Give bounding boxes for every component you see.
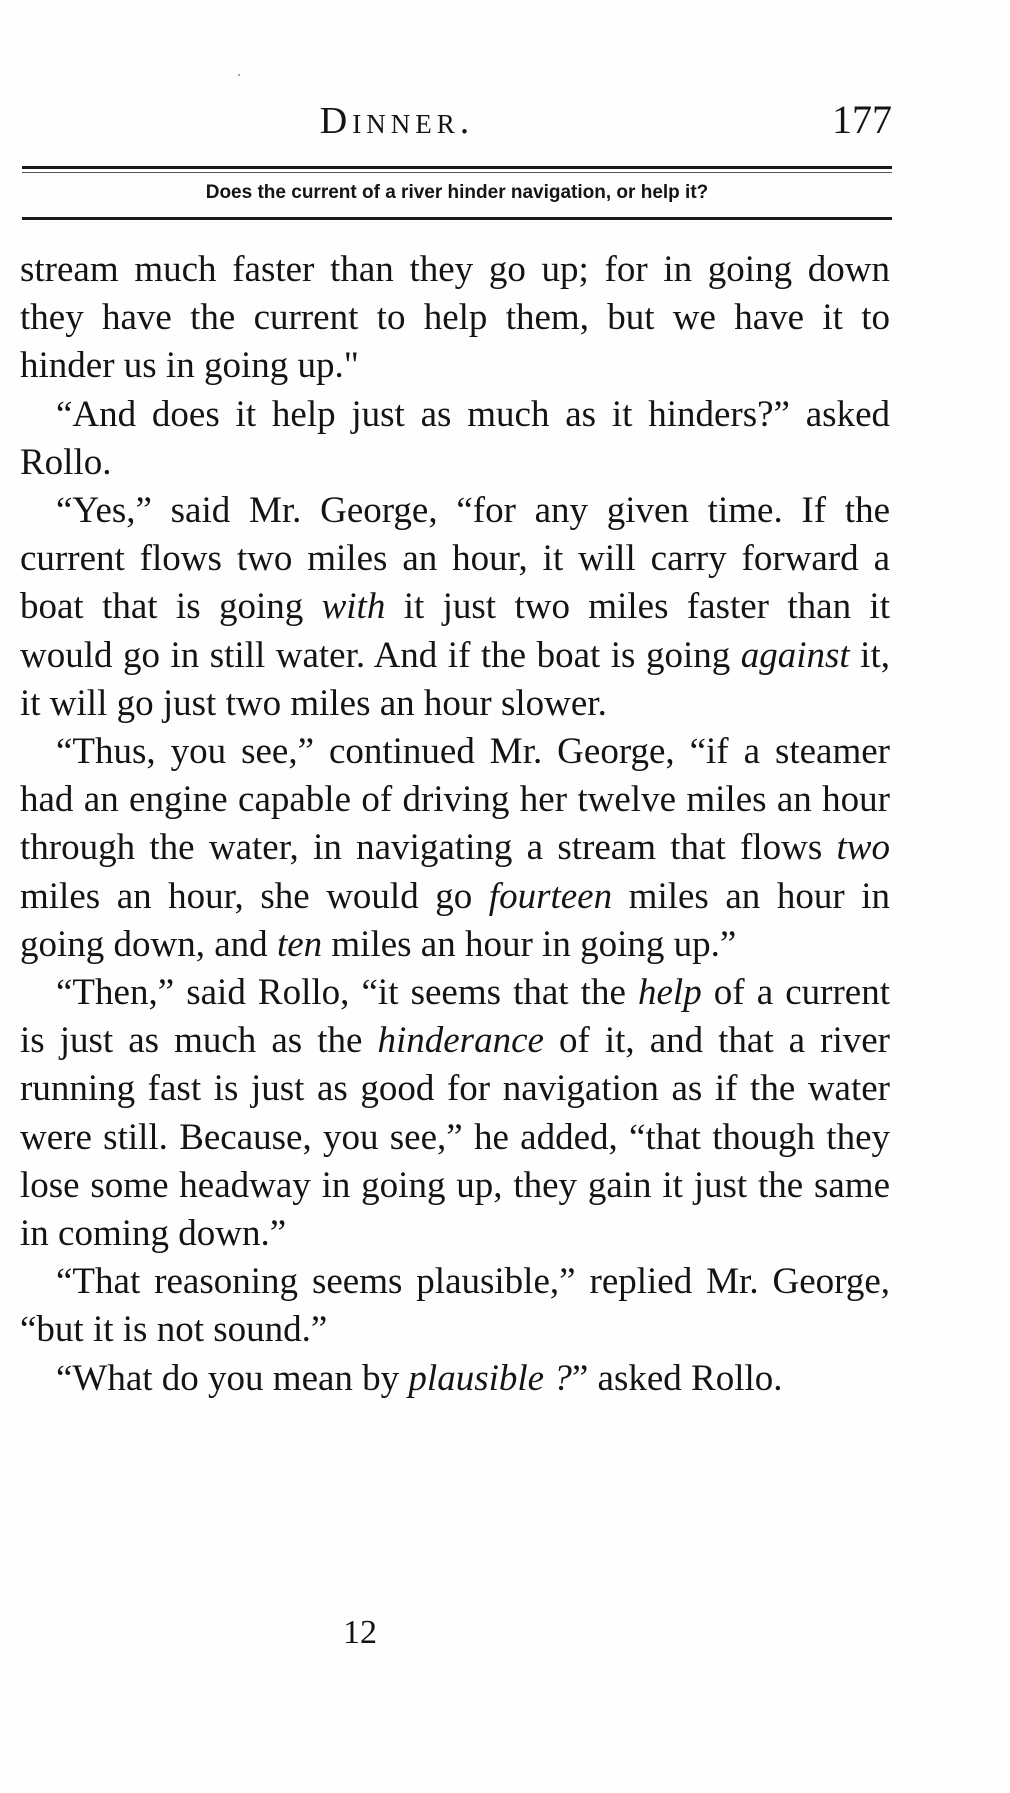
emphasis-text: against [740, 634, 850, 676]
text-run: miles an hour in going down, and [20, 875, 890, 965]
emphasis-text: help [638, 972, 702, 1014]
text-run: “Yes,” said Mr. George, “for any given time. If the current flows two miles an hour, it will carry forward a boat that is going [20, 490, 890, 628]
header-rule [22, 166, 892, 169]
text-run: miles an hour in going up.” [322, 923, 737, 965]
text-run: “That reasoning seems plausible,” replied Mr. George, “but it is not sound.” [20, 1261, 890, 1351]
running-head [22, 98, 892, 148]
text-run: “Thus, you see,” continued Mr. George, “if a steamer had an engine capable of driving her twelve miles an hour through the water, in navigating a stream that flows [20, 731, 890, 869]
text-run: “What do you mean by [56, 1357, 409, 1399]
topic-rule [22, 217, 892, 220]
paragraph [20, 969, 890, 1258]
text-run: miles an hour, she would go [20, 875, 489, 917]
emphasis-text: ten [276, 923, 323, 965]
text-run: ” asked Rollo. [571, 1357, 783, 1399]
text-run: of it, and that a river running fast is just as good for navigation as if the water were still. Because, you see,” he added, “that though they lose some headway in going up, they gain it just the same in coming down.” [20, 1020, 890, 1255]
emphasis-text: plausible ? [408, 1357, 572, 1399]
emphasis-text: hinderance [377, 1020, 544, 1062]
paragraph [20, 1355, 890, 1403]
paragraph [20, 1258, 890, 1354]
emphasis-text: with [321, 586, 386, 628]
text-run: “Then,” said Rollo, “it seems that the [56, 972, 638, 1014]
header-rule-thin [22, 172, 892, 173]
body-text [20, 246, 890, 1403]
text-run: it, it will go just two miles an hour slower. [20, 634, 890, 724]
topic-line: Does the current of a river hinder navigation, or help it? [205, 182, 709, 203]
paragraph [20, 728, 890, 969]
paragraph [20, 487, 890, 728]
signature-mark: 12 [343, 1614, 377, 1651]
text-run: of a current is just as much as the [20, 972, 891, 1062]
ink-speck [238, 74, 240, 76]
emphasis-text: two [836, 827, 890, 869]
text-run: it just two miles faster than it would go in still water. And if the boat is going [20, 586, 890, 676]
page-number: 177 [832, 97, 892, 142]
emphasis-text: fourteen [488, 875, 613, 917]
paragraph [20, 246, 890, 391]
paragraph [20, 391, 890, 487]
text-run: “And does it help just as much as it hinders?” asked Rollo. [20, 393, 890, 483]
running-title: Dinner. [319, 100, 475, 142]
text-run: stream much faster than they go up; for in going down they have the current to help them, but we have it to hinder us in going up." [20, 249, 890, 387]
